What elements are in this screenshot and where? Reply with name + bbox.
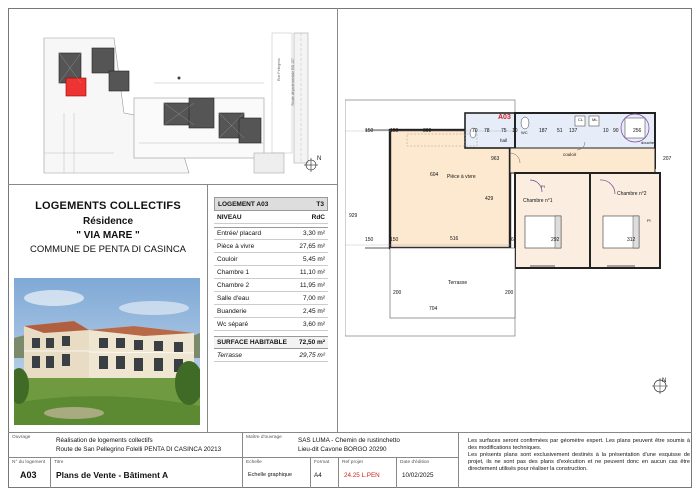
floor-plan: [345, 98, 675, 338]
dim-312: 312: [627, 237, 636, 243]
table-row: [214, 305, 328, 318]
site-plan: [14, 13, 332, 180]
table-row: [214, 240, 328, 253]
dim-429: 429: [485, 196, 494, 202]
room-pi: PI: [541, 184, 545, 189]
dim-150b: 150: [365, 237, 374, 243]
footer-top-line: [8, 432, 692, 433]
format-value: A4: [314, 472, 322, 479]
room-douche: douche: [641, 140, 655, 145]
row-value: 5,45 m²: [302, 255, 325, 263]
table-row: [214, 253, 328, 266]
moa-label: Maître d'ouvrage: [246, 435, 282, 440]
building-render: [14, 278, 200, 425]
date-value: 10/02/2025: [402, 472, 434, 479]
room-couloir: couloir: [563, 152, 577, 157]
ouvrage-line-1: Réalisation de logements collectifs: [56, 437, 153, 444]
dim-150c: 150: [390, 237, 399, 243]
north-label: N: [317, 156, 322, 162]
room-cl: CL: [578, 117, 584, 122]
echelle-value: Echelle graphique: [248, 472, 293, 478]
row-label: Pièce à vivre: [217, 242, 255, 250]
dim-10a: 10: [512, 128, 518, 134]
unit-id: A03: [498, 114, 511, 121]
row-label: Wc séparé: [217, 320, 249, 328]
room-wc: WC: [521, 130, 528, 135]
room-piece: Pièce à vivre: [447, 174, 476, 180]
row-label: Entrée/ placard: [217, 230, 262, 237]
table-header: [214, 197, 328, 211]
table-row-terrasse: [214, 349, 328, 362]
row-value: 11,95 m²: [299, 281, 325, 289]
ref-value: 24.25 L.PEN: [344, 472, 380, 479]
room-ml: ML: [592, 117, 598, 122]
dim-292: 292: [551, 237, 560, 243]
road-label-2: Route départementale RD 107: [291, 58, 295, 106]
niveau-label: NIVEAU: [217, 213, 242, 221]
surface-table: [214, 197, 328, 362]
table-row-niveau: [214, 211, 328, 224]
dim-137: 137: [569, 128, 578, 134]
dim-187: 187: [539, 128, 548, 134]
moa-line-2: Lieu-dit Cavone BORGO 20290: [298, 446, 387, 453]
title-line-2: Résidence: [82, 216, 134, 227]
ouvrage-label: Ouvrage: [12, 435, 31, 440]
disclaimer-2: Les présents plans sont exclusivement destinés à la présentation d'une esquisse de projet, ils ne sont pas des plans d'exécution et ne peuvent donc en aucun cas être directement utilisés pour réaliser la construction.: [468, 452, 690, 472]
title-line-3: " VIA MARE ": [76, 230, 140, 241]
moa-line-1: SAS LUMA - Chemin de rustinchetto: [298, 437, 400, 444]
divider-left-horizontal: [8, 184, 338, 185]
room-chambre2: Chambre n°2: [617, 191, 647, 197]
footer-vline: [310, 457, 311, 488]
dim-963: 963: [491, 156, 500, 162]
table-row: [214, 227, 328, 240]
dim-516: 516: [450, 236, 459, 242]
north-label-plan: N: [662, 378, 667, 384]
date-label: Date d'édition: [400, 460, 430, 465]
footer-vline: [50, 457, 51, 488]
row-label: Chambre 2: [217, 281, 250, 289]
niveau-value: RdC: [311, 213, 325, 221]
row-value: 27,65 m²: [299, 242, 325, 250]
dim-150d: 150: [390, 128, 399, 134]
north-arrow-icon: [650, 376, 670, 396]
table-header-right: T3: [316, 200, 324, 208]
dim-704: 704: [429, 306, 438, 312]
table-row: [214, 266, 328, 279]
dim-10b: 10: [603, 128, 609, 134]
road-label-1: Rue Pellegrino: [277, 58, 281, 81]
format-label: Format: [314, 460, 330, 465]
footer-cartouche: [8, 432, 692, 488]
dim-256: 256: [633, 128, 642, 134]
row-value: 3,60 m²: [302, 320, 325, 328]
row-value: 7,00 m²: [302, 294, 325, 302]
dim-300: 300: [423, 128, 432, 134]
dim-90: 90: [613, 128, 619, 134]
footer-vline: [458, 432, 459, 488]
dim-6: 6: [511, 237, 514, 243]
dim-70: 70: [472, 128, 478, 134]
terrasse-value: 29,75 m²: [299, 351, 325, 359]
dim-75: 75: [501, 128, 507, 134]
divider-left-vertical: [207, 184, 208, 432]
footer-vline: [396, 457, 397, 488]
disclaimer-1: Les surfaces seront confirmées par géomètre expert. Les plans peuvent être soumis à des modifications techniques.: [468, 438, 690, 451]
title-line-4: COMMUNE DE PENTA DI CASINCA: [29, 244, 187, 255]
ouvrage-line-2: Route de San Pellegrino Folelli PENTA DI CASINCA 20213: [56, 446, 222, 453]
footer-vline: [242, 432, 243, 488]
ref-label: Ref projet: [342, 460, 363, 465]
room-pl: Pl: [647, 218, 651, 223]
terrasse-label: Terrasse: [217, 351, 243, 359]
dim-78: 78: [484, 128, 490, 134]
dim-200b: 200: [505, 290, 514, 296]
total-value: 72,50 m²: [298, 339, 325, 346]
row-label: Salle d'eau: [217, 294, 249, 302]
room-chambre1: Chambre n°1: [523, 198, 553, 204]
dim-51: 51: [557, 128, 563, 134]
row-label: Couloir: [217, 255, 238, 263]
dim-604: 604: [430, 172, 439, 178]
titre-label: Titre: [54, 460, 64, 465]
row-value: 3,30 m²: [302, 230, 325, 237]
echelle-label: Echelle: [246, 460, 262, 465]
table-row: [214, 292, 328, 305]
row-value: 2,45 m²: [302, 307, 325, 315]
title-line-1: LOGEMENTS COLLECTIFS: [35, 200, 181, 212]
room-terrasse: Terrasse: [448, 280, 468, 286]
titre-value: Plans de Vente - Bâtiment A: [56, 470, 169, 480]
footer-mid-line: [8, 457, 458, 458]
dim-200a: 200: [393, 290, 402, 296]
table-row-total: [214, 336, 328, 349]
table-row: [214, 318, 328, 331]
num-label: N° du logement: [12, 460, 46, 465]
footer-vline: [338, 457, 339, 488]
table-row: [214, 279, 328, 292]
dim-929: 929: [349, 213, 358, 219]
dim-150a: 150: [365, 128, 374, 134]
row-label: Buanderie: [217, 307, 247, 315]
row-value: 11,10 m²: [299, 268, 325, 276]
title-block: [14, 190, 202, 270]
room-hall: hall: [500, 138, 508, 143]
table-header-left: LOGEMENT A03: [218, 200, 269, 208]
disclaimer: [468, 438, 690, 473]
total-label: SURFACE HABITABLE: [217, 339, 287, 346]
num-value: A03: [20, 470, 37, 480]
dim-207: 207: [663, 156, 672, 162]
divider-vertical: [337, 8, 338, 432]
row-label: Chambre 1: [217, 268, 250, 276]
